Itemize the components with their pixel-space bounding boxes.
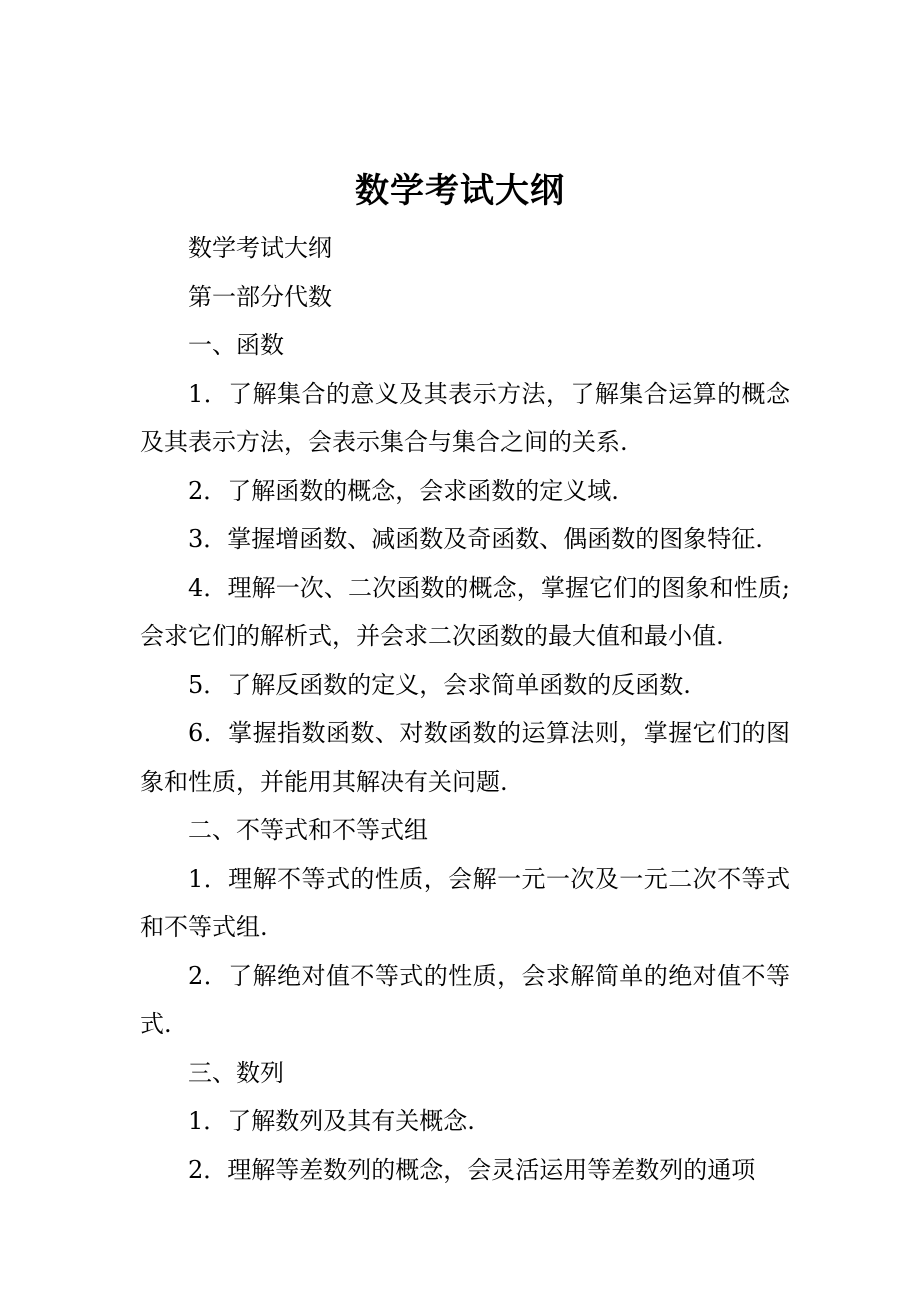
paragraph-item: 2．了解绝对值不等式的性质，会求解简单的绝对值不等式. — [140, 961, 790, 1038]
paragraph-item: 1．了解数列及其有关概念. — [188, 1107, 475, 1135]
paragraph-subtitle: 数学考试大纲 — [188, 234, 332, 262]
paragraph-item: 2．理解等差数列的概念，会灵活运用等差数列的通项 — [188, 1155, 756, 1184]
paragraph-item: 1．理解不等式的性质，会解一元一次及一元二次不等式和不等式组. — [140, 864, 790, 941]
paragraph-item: 5．了解反函数的定义，会求简单函数的反函数. — [188, 670, 691, 699]
page-title: 数学考试大纲 — [355, 170, 565, 211]
section-heading-sequences: 三、数列 — [188, 1058, 284, 1087]
section-heading-inequalities: 二、不等式和不等式组 — [188, 816, 428, 844]
paragraph-part-heading: 第一部分代数 — [188, 282, 332, 311]
document-body — [140, 224, 790, 1194]
paragraph-item: 4．理解一次、二次函数的概念，掌握它们的图象和性质; 会求它们的解析式，并会求二次函数的最大值和最小值. — [140, 573, 790, 650]
paragraph-item: 6．掌握指数函数、对数函数的运算法则，掌握它们的图象和性质，并能用其解决有关问题. — [140, 719, 790, 796]
section-heading-functions: 一、函数 — [188, 331, 284, 359]
paragraph-item: 1．了解集合的意义及其表示方法，了解集合运算的概念及其表示方法，会表示集合与集合之间的关系. — [140, 379, 790, 456]
paragraph-item: 2．了解函数的概念，会求函数的定义域. — [188, 476, 619, 505]
paragraph-item: 3．掌握增函数、减函数及奇函数、偶函数的图象特征. — [188, 525, 763, 553]
